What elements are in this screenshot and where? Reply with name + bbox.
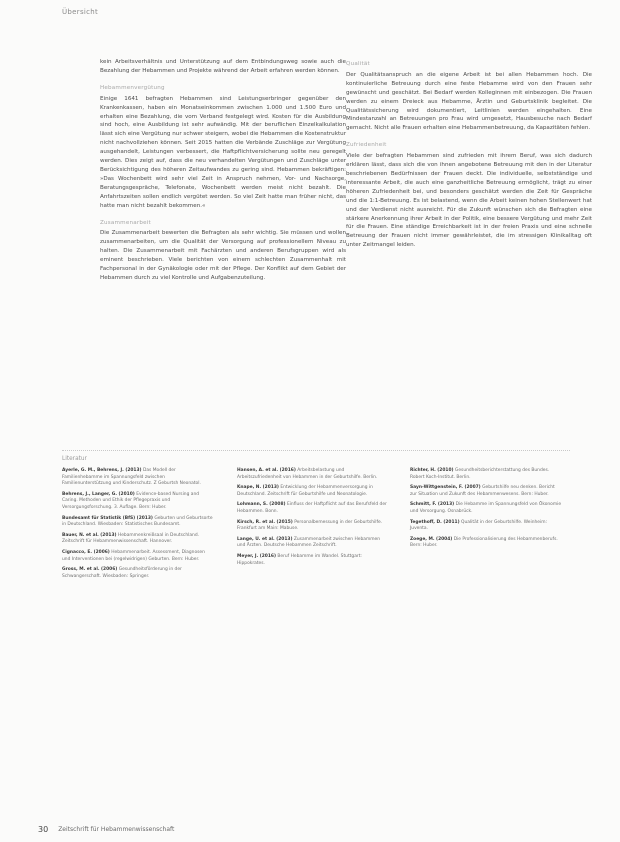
reference-item: Hansen, A. et al. (2016) Arbeitsbelastung und Arbeitszufriedenheit von Hebammen in der Geburtshilfe. Berlin.	[237, 468, 378, 480]
section-heading-zusammenarbeit: Zusammenarbeit	[100, 219, 151, 226]
reference-item: Tegethoff, D. (2011) Qualität in der Geburtshilfe. Weinheim: Juventa.	[410, 519, 547, 532]
reference-item: Behrens, J., Langer, G. (2010) Evidence-based Nursing and Caring. Methoden und Ethik der Pflegepraxis und Versorgungsforschung. 3. Auflage. Bern: Huber.	[62, 491, 200, 510]
reference-item: Lohmann, S. (2008) Einfluss der Haftpflicht auf das Berufsfeld der Hebammen. Bonn.	[237, 502, 387, 514]
reference-item: Ayerle, G. M., Behrens, J. (2013) Das Modell der Familienhebamme im Spannungsfeld zwischen Familienunterstützung und Kinderschutz. Z Geburtsh Neonatol.	[62, 468, 201, 487]
section-heading-qualitat: Qualität	[346, 61, 370, 67]
divider	[62, 450, 570, 451]
literature-heading: Literatur	[62, 456, 87, 462]
right-column	[346, 60, 592, 250]
reference-item: Bundesamt für Statistik (BfS) (2013) Geburten und Geburtsorte in Deutschland. Wiesbaden: Statistisches Bundesamt.	[62, 515, 213, 528]
reference-item: Sayn-Wittgenstein, F. (2007) Geburtshilfe neu denken. Bericht zur Situation und Zukunft des Hebammenwesens. Bern: Huber.	[410, 485, 555, 497]
reference-item: Kirsch, R. et al. (2015) Personalbemessung in der Geburtshilfe. Frankfurt am Main: Mabuse.	[237, 519, 383, 532]
reference-item: Cignacco, E. (2006) Hebammenarbeit. Assessment, Diagnosen und Interventionen bei (regelwidrigen) Geburten. Bern: Huber.	[62, 549, 205, 562]
reference-item: Gross, M. et al. (2006) Gesundheitsförderung in der Schwangerschaft. Wiesbaden: Springer.	[62, 567, 182, 579]
page-number: 30	[38, 825, 49, 834]
references-column-1	[62, 468, 214, 584]
section-text-zufriedenheit: Viele der befragten Hebammen sind zufrieden mit ihrem Beruf, was sich dadurch erklären lässt, dass sich die von ihnen angebotene Betreuung mit den in der Literatur beschriebenen Bedürfnissen der Frauen deckt. Die individuelle, selbstständige und interessante Arbeit, die auch eine ganzheitliche Betreuung ermöglicht, trägt zu einer höheren Zufriedenheit bei, und besonders geschätzt werden die Zeit für Gespräche und die 1:1-Betreuung. Es ist belastend, wenn die Arbeit keinen hohen Stellenwert hat und der Verdienst nicht ausreicht. Für die Zukunft wünschen sich die Befragten eine stärkere Anerkennung ihrer Arbeit in der Politik, eine bessere Vergütung und mehr Zeit für die Frauen. Eine ständige Erreichbarkeit ist in der freien Praxis und eine schnelle Betreuung der Frauen nicht immer gewährleistet, die im stressigen Klinikalltag oft unter Zeitmangel leiden.	[346, 153, 592, 249]
section-text-qualitat: Der Qualitätsanspruch an die eigene Arbeit ist bei allen Hebammen hoch. Die kontinuierliche Betreuung durch eine feste Hebamme wird von den Frauen sehr gewünscht und geschätzt. Bei Bedarf werden Kolleginnen mit einbezogen. Die Frauen werden zu einem Dreieck aus Hebamme, Ärztin und Geburtsklinik begleitet. Die Qualitätssicherung wird dokumentiert, Leitlinien werden eingehalten. Eine Mindestanzahl an Betreuungen pro Frau wird umgesetzt, Hausbesuche nach Bedarf gemacht. Nicht alle Frauen erhalten eine Hebammenbetreuung, da Kapazitäten fehlen.	[346, 71, 592, 132]
section-text-vergutung: Einige 1641 befragten Hebammen sind Leistungserbringer gegenüber den Krankenkassen, haben ein Monatseinkommen zwischen 1.000 und 1.500 Euro und erhalten eine Bezahlung, die vom Verband festgelegt wird. Kosten für die Ausbildung sind hoch, eine Ausbildung ist sehr aufwändig. Mit der beruflichen Einzelkalkulation lässt sich eine Vergütung nur schwer steigern, wobei die Hebammen die Kostenstruktur nicht nachvollziehen können. Seit 2015 hatten die Verbände Zuschläge zur Vergütung ausgehandelt, Leistungen verbessert, die Haftpflichtversicherung sollte neu geregelt werden. Dies zeigt auf, dass die neu verhandelten Vergütungen und Zuschläge unter Berücksichtigung des höheren Zeitaufwandes zu gering sind. Hebammen bekräftigen: »Das Wochenbett wird sehr viel Zeit in Anspruch nehmen, Vor- und Nachsorge, Beratungsgespräche, Telefonate, Wochenbett werden meist nicht bezahlt. Die Anfahrtszeiten sollen endlich vergütet werden. So viel Zeit hatte man früher nicht, das hatte man nicht bezahlt bekommen.«	[100, 95, 346, 209]
reference-item: Meyer, J. (2016) Beruf Hebamme im Wandel. Stuttgart: Hippokrates.	[237, 553, 362, 566]
page-footer	[38, 825, 174, 834]
references-column-2	[237, 468, 389, 571]
references-column-3	[410, 468, 562, 554]
reference-item: Richter, H. (2010) Gesundheitsberichterstattung des Bundes. Robert Koch-Institut. Berlin.	[410, 468, 550, 480]
journal-name: Zeitschrift für Hebammenwissenschaft	[58, 826, 175, 833]
section-text-zusammenarbeit: Die Zusammenarbeit bewerten die Befragten als sehr wichtig. Sie müssen und wollen zusammenarbeiten, um die Qualität der Versorgung auf professionellem Niveau zu halten. Die Zusammenarbeit mit Fachärzten und anderen Berufsgruppen wird als eminent beschrieben. Viele berichten von einem schlechten Zusammenhalt mit Fachpersonal in der Gynäkologie oder mit der Pflege. Der Konflikt auf dem Gebiet der Hebammen durch zu viel Kontrolle und Aufgabenzuteilung.	[100, 230, 346, 281]
reference-item: Zoege, M. (2004) Die Professionalisierung des Hebammenberufs. Bern: Huber.	[410, 536, 558, 549]
reference-item: Lange, U. et al. (2013) Zusammenarbeit zwischen Hebammen und Ärzten. Deutsche Hebammen Zeitschrift.	[237, 536, 381, 549]
reference-item: Knape, N. (2013) Entwicklung der Hebammenversorgung in Deutschland. Zeitschrift für Geburtshilfe und Neonatologie.	[237, 485, 373, 497]
left-column	[100, 58, 346, 283]
section-heading-vergutung: Hebammenvergütung	[100, 84, 165, 91]
section-heading-zufriedenheit: Zufriedenheit	[346, 142, 387, 149]
reference-item: Bauer, N. et al. (2013) Hebammenkreißsaal in Deutschland. Zeitschrift für Hebammenwissenschaft. Hannover.	[62, 532, 200, 545]
intro-paragraph: kein Arbeitsverhältnis und Unterstützung auf dem Entbindungsweg sowie auch die Bezahlung der Hebammen und Projekte während der Arbeit erfahren werden können.	[100, 59, 346, 74]
running-head: Übersicht	[62, 8, 99, 16]
reference-item: Schmitt, F. (2013) Die Hebamme im Spannungsfeld von Ökonomie und Versorgung. Osnabrück.	[410, 502, 562, 514]
